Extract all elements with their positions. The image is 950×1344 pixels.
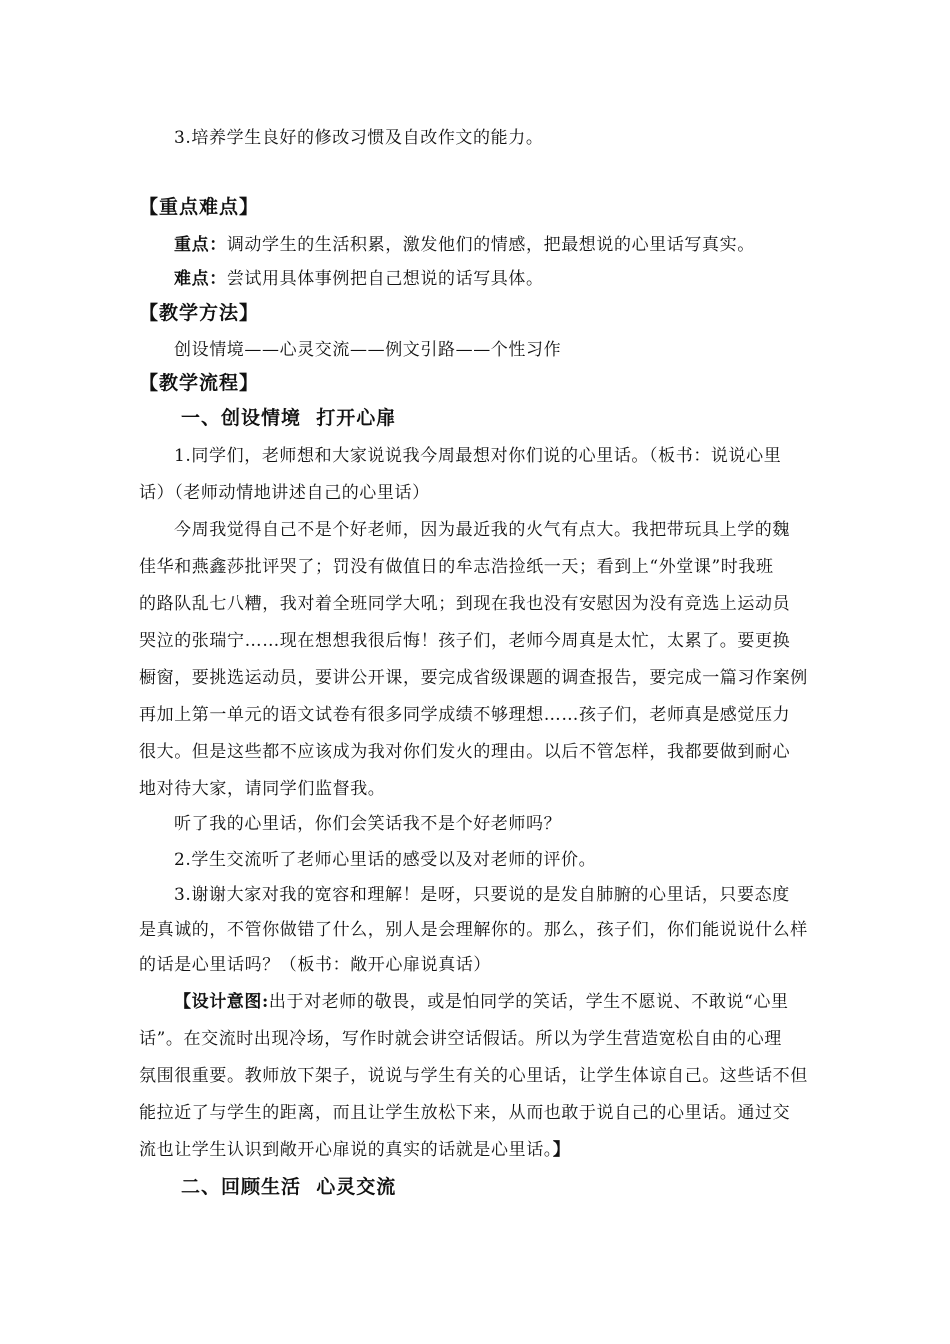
design-label: 【设计意图: — [174, 992, 269, 1012]
p2-line-5: 橱窗，要挑选运动员，要讲公开课，要完成省级课题的调查报告，要完成一篇习作案例 — [139, 668, 808, 688]
p2-line-1: 今周我觉得自己不是个好老师，因为最近我的火气有点大。我把带玩具上学的魏 — [174, 520, 790, 540]
design-line-3: 氛围很重要。教师放下架子，说说与学生有关的心里话，让学生体谅自己。这些话不但 — [139, 1066, 808, 1086]
design-end: 】 — [552, 1140, 571, 1160]
design-text-5: 流也让学生认识到敞开心扉说的真实的话就是心里话。 — [139, 1140, 553, 1160]
design-line-2: 话”。在交流时出现冷场，写作时就会讲空话假话。所以为学生营造宽松自由的心理 — [139, 1029, 782, 1049]
difficulty-text: 尝试用具体事例把自己想说的话写具体。 — [226, 269, 544, 289]
p3: 听了我的心里话，你们会笑话我不是个好老师吗？ — [174, 814, 562, 834]
heading-process: 【教学流程】 — [139, 372, 260, 394]
difficulty-line — [174, 267, 839, 291]
part2-title: 二、回顾生活 心灵交流 — [181, 1176, 397, 1198]
heading-methods: 【教学方法】 — [139, 302, 260, 324]
p2-line-3: 的路队乱七八糟，我对着全班同学大吼；到现在我也没有安慰因为没有竞选上运动员 — [139, 594, 791, 614]
goal-3: 3.培养学生良好的修改习惯及自改作文的能力。 — [174, 128, 544, 148]
p2-line-7: 很大。但是这些都不应该成为我对你们发火的理由。以后不管怎样，我都要做到耐心 — [139, 742, 791, 762]
p1-line-2: 话）（老师动情地讲述自己的心里话） — [139, 483, 430, 503]
p5-line-1: 3.谢谢大家对我的宽容和理解！是呀，只要说的是发自肺腑的心里话，只要态度 — [174, 885, 790, 905]
design-line-1 — [174, 990, 839, 1014]
design-line-4: 能拉近了与学生的距离，而且让学生放松下来，从而也敢于说自己的心里话。通过交 — [139, 1103, 791, 1123]
focus-text: 调动学生的生活积累，激发他们的情感，把最想说的心里话写真实。 — [226, 235, 755, 255]
methods-text: 创设情境——心灵交流——例文引路——个性习作 — [174, 340, 562, 360]
p5-line-2: 是真诚的，不管你做错了什么，别人是会理解你的。那么，孩子们，你们能说说什么样 — [139, 920, 808, 940]
heading-key-points: 【重点难点】 — [139, 196, 260, 218]
focus-label: 重点： — [174, 235, 227, 255]
p1-line-1: 1.同学们，老师想和大家说说我今周最想对你们说的心里话。（板书：说说心里 — [174, 446, 782, 466]
design-line-5 — [139, 1138, 839, 1162]
p4: 2.学生交流听了老师心里话的感受以及对老师的评价。 — [174, 850, 597, 870]
p2-line-6: 再加上第一单元的语文试卷有很多同学成绩不够理想……孩子们，老师真是感觉压力 — [139, 705, 791, 725]
p2-line-4: 哭泣的张瑞宁……现在想想我很后悔！孩子们，老师今周真是太忙，太累了。要更换 — [139, 631, 791, 651]
p2-line-8: 地对待大家，请同学们监督我。 — [139, 779, 386, 799]
part1-title: 一、创设情境 打开心扉 — [181, 407, 397, 429]
difficulty-label: 难点： — [174, 269, 227, 289]
p2-line-2: 佳华和燕鑫莎批评哭了；罚没有做值日的牟志浩捡纸一天；看到上“外堂课”时我班 — [139, 557, 774, 577]
design-text-1: 出于对老师的敬畏，或是怕同学的笑话，学生不愿说、不敢说“心里 — [268, 992, 789, 1012]
focus-line — [174, 233, 839, 257]
p5-line-3: 的话是心里话吗？（板书：敞开心扉说真话） — [139, 955, 491, 975]
